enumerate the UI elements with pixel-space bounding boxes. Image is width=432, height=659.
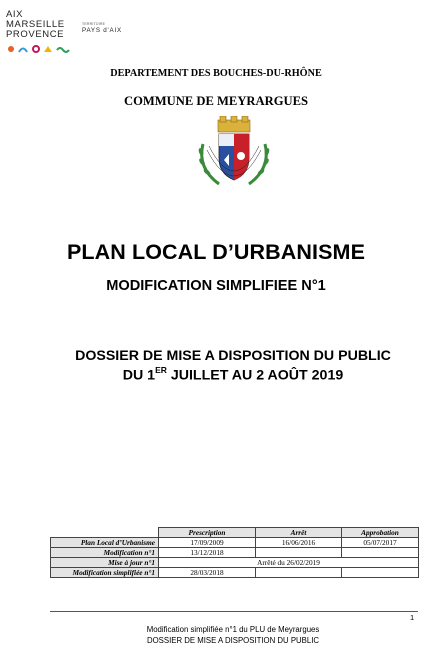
table-row (51, 558, 419, 568)
table-row (51, 548, 419, 558)
page-number: 1 (410, 613, 415, 622)
pays-aix-main: PAYS d'AIX (82, 27, 122, 34)
col-header-approbation: Approbation (342, 528, 419, 538)
procedure-table (50, 527, 419, 578)
cell-approbation: 05/07/2017 (342, 538, 419, 548)
row-label: Mise à jour n°1 (51, 558, 159, 568)
dossier-heading: DOSSIER DE MISE A DISPOSITION DU PUBLIC (75, 348, 391, 364)
pays-aix-small: TERRITOIRE (82, 22, 106, 26)
footer-line-2: DOSSIER DE MISE A DISPOSITION DU PUBLIC (146, 636, 319, 645)
cell-arret: 16/06/2016 (256, 538, 342, 548)
dates-superscript: ER (155, 365, 167, 375)
document-title: PLAN LOCAL D’URBANISME (66, 240, 366, 264)
dates-prefix: DU 1 (122, 367, 156, 384)
cell-approbation (342, 568, 419, 578)
cell-merged: Arrêté du 26/02/2019 (159, 558, 419, 568)
table-header-row (51, 528, 419, 538)
cell-approbation (342, 548, 419, 558)
table-row (51, 568, 419, 578)
commune-heading: COMMUNE DE MEYRARGUES (123, 94, 308, 108)
logo-line-provence: PROVENCE (6, 29, 65, 40)
dates-suffix: JUILLET AU 2 AOÛT 2019 (166, 367, 344, 384)
row-label: Plan Local d’Urbanisme (51, 538, 159, 548)
footer-line-1: Modification simplifiée n°1 du PLU de Meyrargues (146, 625, 320, 634)
cell-prescription: 17/09/2009 (159, 538, 256, 548)
cell-prescription: 13/12/2018 (159, 548, 256, 558)
cell-arret (256, 568, 342, 578)
aix-marseille-provence-logo (6, 10, 76, 60)
document-subtitle: MODIFICATION SIMPLIFIEE N°1 (106, 278, 326, 294)
col-header-prescription: Prescription (159, 528, 256, 538)
footer-divider (50, 611, 418, 612)
department-heading: DEPARTEMENT DES BOUCHES-DU-RHÔNE (110, 68, 322, 79)
table-corner (51, 528, 159, 538)
table-row (51, 538, 419, 548)
logo-line-aix: AIX (6, 9, 24, 20)
col-header-arret: Arrêt (256, 528, 342, 538)
dates-heading (0, 366, 432, 384)
cell-arret (256, 548, 342, 558)
logo-line-marseille: MARSEILLE (6, 19, 65, 30)
row-label: Modification simplifiée n°1 (51, 568, 159, 578)
cell-prescription: 28/03/2018 (159, 568, 256, 578)
logo-symbols-icon (7, 43, 77, 55)
row-label: Modification n°1 (51, 548, 159, 558)
meyrargues-coat-of-arms-icon (193, 116, 275, 192)
pays-aix-logo (82, 22, 132, 42)
